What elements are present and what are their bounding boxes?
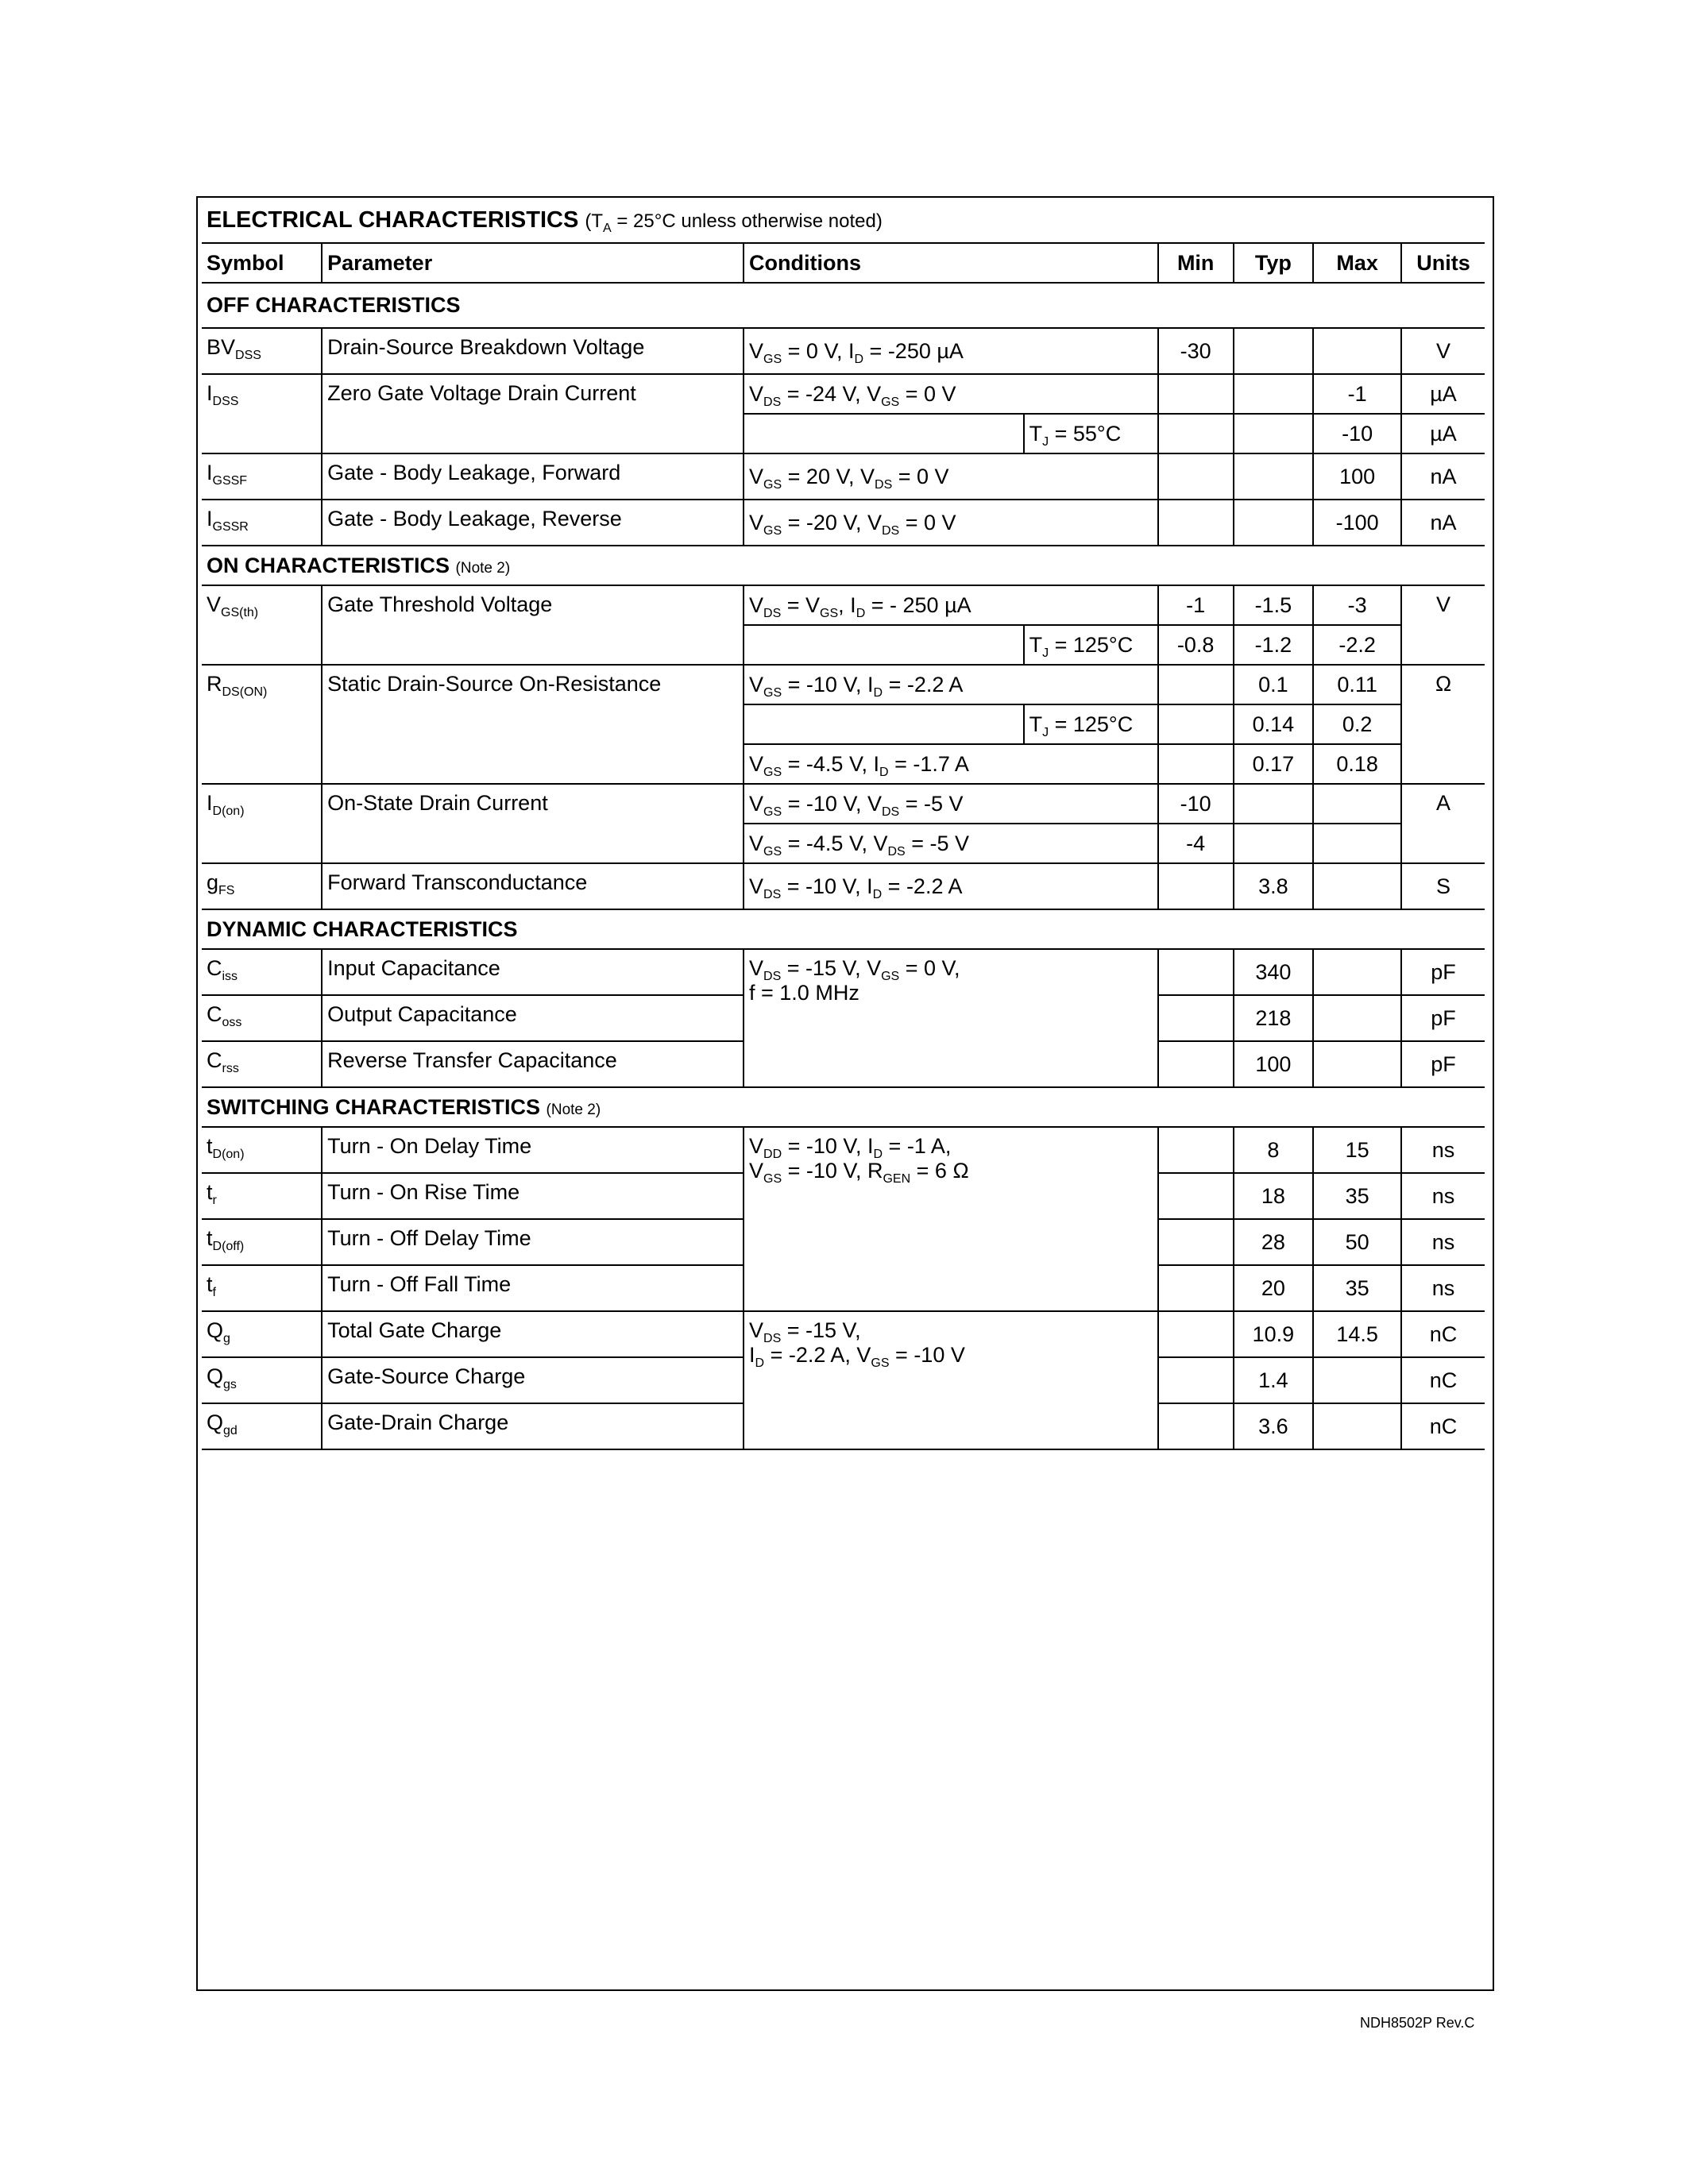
max-value: 50: [1313, 1219, 1401, 1265]
condition-cell: $V_{DS} = -15$ V, $V_{GS} = 0$ V, f = 1.0 MHz: [744, 949, 1158, 1087]
condition-cell: $V_{DS} = -10$ V, $I_D = -2.2$ A: [744, 863, 1158, 909]
symbol-cell: $t_{D(off)}$: [202, 1219, 322, 1265]
condition-cell: $V_{DS} = -24$ V, $V_{GS} = 0$ V: [744, 374, 1158, 414]
table-title-row: [202, 198, 1485, 243]
junction-temp-condition: $T_J = 125^\circ C$: [1024, 625, 1158, 665]
min-value: [1158, 374, 1234, 414]
typ-value: 3.6: [1234, 1403, 1314, 1449]
max-value: [1313, 995, 1401, 1041]
condition-cell: $V_{GS} = -4.5$ V, $I_D = -1.7$ A: [744, 744, 1158, 784]
symbol-cell: $BV_{DSS}$: [202, 328, 322, 374]
max-value: 14.5: [1313, 1311, 1401, 1357]
condition-cell: $V_{DD} = -10$ V, $I_D = -1$ A, $V_{GS} = -10$ V, $R_{GEN} = 6$ Ω: [744, 1127, 1158, 1311]
parameter-cell: Gate-Drain Charge: [322, 1403, 744, 1449]
typ-value: 340: [1234, 949, 1314, 995]
table-row: [202, 328, 1485, 374]
units-cell: ns: [1401, 1265, 1485, 1311]
units-cell: µA: [1401, 414, 1485, 453]
typ-value: [1234, 453, 1314, 500]
title-note: ($T_A = 25^\circ C$ unless otherwise noted): [585, 210, 883, 235]
parameter-cell: Reverse Transfer Capacitance: [322, 1041, 744, 1087]
parameter-cell: Turn - Off Fall Time: [322, 1265, 744, 1311]
section-on: ON CHARACTERISTICS (Note 2): [202, 546, 1485, 585]
units-cell: Ω: [1401, 665, 1485, 784]
typ-value: 8: [1234, 1127, 1314, 1173]
header-row: [202, 243, 1485, 283]
min-value: [1158, 863, 1234, 909]
units-cell: pF: [1401, 949, 1485, 995]
min-value: [1158, 1357, 1234, 1403]
units-cell: pF: [1401, 1041, 1485, 1087]
symbol-cell: $Q_g$: [202, 1311, 322, 1357]
symbol-cell: $R_{DS(ON)}$: [202, 665, 322, 784]
min-value: -1: [1158, 585, 1234, 625]
table-row: [202, 453, 1485, 500]
condition-cell: $V_{GS} = -10$ V, $I_D = -2.2$ A: [744, 665, 1158, 704]
min-value: [1158, 744, 1234, 784]
header-min: Min: [1158, 243, 1234, 283]
units-cell: A: [1401, 784, 1485, 863]
condition-spacer: [744, 625, 1024, 665]
document-id: NDH8502P Rev.C: [1360, 2015, 1475, 2031]
symbol-cell: $C_{oss}$: [202, 995, 322, 1041]
max-value: 100: [1313, 453, 1401, 500]
typ-value: 28: [1234, 1219, 1314, 1265]
max-value: [1313, 784, 1401, 824]
section-off: OFF CHARACTERISTICS: [202, 283, 1485, 328]
junction-temp-condition: $T_J = 55^\circ C$: [1024, 414, 1158, 453]
units-cell: nC: [1401, 1357, 1485, 1403]
min-value: [1158, 1127, 1234, 1173]
max-value: [1313, 824, 1401, 863]
datasheet-frame: [196, 196, 1494, 1991]
parameter-cell: Zero Gate Voltage Drain Current: [322, 374, 744, 453]
max-value: [1313, 863, 1401, 909]
typ-value: 0.1: [1234, 665, 1314, 704]
parameter-cell: Turn - On Rise Time: [322, 1173, 744, 1219]
symbol-cell: $I_{DSS}$: [202, 374, 322, 453]
typ-value: 1.4: [1234, 1357, 1314, 1403]
units-cell: nA: [1401, 453, 1485, 500]
max-value: [1313, 949, 1401, 995]
typ-value: -1.2: [1234, 625, 1314, 665]
table-row: [202, 863, 1485, 909]
symbol-cell: $C_{iss}$: [202, 949, 322, 995]
max-value: 0.11: [1313, 665, 1401, 704]
symbol-cell: $I_{D(on)}$: [202, 784, 322, 863]
max-value: -100: [1313, 500, 1401, 546]
min-value: -10: [1158, 784, 1234, 824]
typ-value: [1234, 784, 1314, 824]
parameter-cell: Total Gate Charge: [322, 1311, 744, 1357]
parameter-cell: Turn - On Delay Time: [322, 1127, 744, 1173]
max-value: [1313, 1357, 1401, 1403]
symbol-cell: $I_{GSSF}$: [202, 453, 322, 500]
table-title: ELECTRICAL CHARACTERISTICS ($T_A = 25^\circ C$ unless otherwise noted): [202, 198, 1485, 243]
table-row: [202, 1127, 1485, 1173]
max-value: -3: [1313, 585, 1401, 625]
typ-value: [1234, 328, 1314, 374]
parameter-cell: Input Capacitance: [322, 949, 744, 995]
min-value: -30: [1158, 328, 1234, 374]
table-row: [202, 1311, 1485, 1357]
units-cell: nC: [1401, 1403, 1485, 1449]
units-cell: V: [1401, 328, 1485, 374]
typ-value: 218: [1234, 995, 1314, 1041]
typ-value: 100: [1234, 1041, 1314, 1087]
symbol-cell: $V_{GS(th)}$: [202, 585, 322, 665]
parameter-cell: Drain-Source Breakdown Voltage: [322, 328, 744, 374]
typ-value: [1234, 374, 1314, 414]
min-value: [1158, 453, 1234, 500]
units-cell: ns: [1401, 1219, 1485, 1265]
max-value: 0.2: [1313, 704, 1401, 744]
min-value: -0.8: [1158, 625, 1234, 665]
units-cell: ns: [1401, 1173, 1485, 1219]
min-value: [1158, 949, 1234, 995]
units-cell: µA: [1401, 374, 1485, 414]
min-value: [1158, 665, 1234, 704]
symbol-cell: $t_r$: [202, 1173, 322, 1219]
condition-cell: $V_{GS} = -20$ V, $V_{DS} = 0$ V: [744, 500, 1158, 546]
max-value: -1: [1313, 374, 1401, 414]
max-value: -10: [1313, 414, 1401, 453]
max-value: 35: [1313, 1173, 1401, 1219]
table-row: [202, 500, 1485, 546]
max-value: [1313, 328, 1401, 374]
max-value: [1313, 1403, 1401, 1449]
header-typ: Typ: [1234, 243, 1314, 283]
min-value: [1158, 1041, 1234, 1087]
min-value: [1158, 1311, 1234, 1357]
condition-cell: $V_{DS} = -15$ V, $I_D = -2.2$ A, $V_{GS} = -10$ V: [744, 1311, 1158, 1449]
typ-value: [1234, 414, 1314, 453]
header-max: Max: [1313, 243, 1401, 283]
min-value: [1158, 704, 1234, 744]
parameter-cell: Gate-Source Charge: [322, 1357, 744, 1403]
typ-value: 0.17: [1234, 744, 1314, 784]
typ-value: 0.14: [1234, 704, 1314, 744]
max-value: 15: [1313, 1127, 1401, 1173]
symbol-cell: $Q_{gd}$: [202, 1403, 322, 1449]
symbol-cell: $C_{rss}$: [202, 1041, 322, 1087]
symbol-cell: $t_{D(on)}$: [202, 1127, 322, 1173]
header-conditions: Conditions: [744, 243, 1158, 283]
min-value: [1158, 414, 1234, 453]
header-units: Units: [1401, 243, 1485, 283]
parameter-cell: Turn - Off Delay Time: [322, 1219, 744, 1265]
table-row: [202, 784, 1485, 824]
symbol-cell: $g_{FS}$: [202, 863, 322, 909]
table-row: [202, 585, 1485, 625]
min-value: [1158, 500, 1234, 546]
units-cell: S: [1401, 863, 1485, 909]
header-symbol: Symbol: [202, 243, 322, 283]
units-cell: ns: [1401, 1127, 1485, 1173]
parameter-cell: On-State Drain Current: [322, 784, 744, 863]
typ-value: -1.5: [1234, 585, 1314, 625]
symbol-cell: $Q_{gs}$: [202, 1357, 322, 1403]
condition-cell: $V_{GS} = -4.5$ V, $V_{DS} = -5$ V: [744, 824, 1158, 863]
condition-cell: $V_{GS} = 0$ V, $I_D = -250$ µA: [744, 328, 1158, 374]
condition-spacer: [744, 414, 1024, 453]
typ-value: 18: [1234, 1173, 1314, 1219]
parameter-cell: Forward Transconductance: [322, 863, 744, 909]
typ-value: 3.8: [1234, 863, 1314, 909]
min-value: [1158, 995, 1234, 1041]
typ-value: 10.9: [1234, 1311, 1314, 1357]
max-value: -2.2: [1313, 625, 1401, 665]
units-cell: pF: [1401, 995, 1485, 1041]
units-cell: V: [1401, 585, 1485, 665]
symbol-cell: $t_f$: [202, 1265, 322, 1311]
units-cell: nC: [1401, 1311, 1485, 1357]
symbol-cell: $I_{GSSR}$: [202, 500, 322, 546]
min-value: [1158, 1265, 1234, 1311]
max-value: [1313, 1041, 1401, 1087]
condition-cell: $V_{GS} = -10$ V, $V_{DS} = -5$ V: [744, 784, 1158, 824]
typ-value: [1234, 500, 1314, 546]
table-row: [202, 374, 1485, 414]
header-parameter: Parameter: [322, 243, 744, 283]
typ-value: [1234, 824, 1314, 863]
electrical-characteristics-table: [202, 198, 1485, 1450]
condition-cell: $V_{GS} = 20$ V, $V_{DS} = 0$ V: [744, 453, 1158, 500]
section-switching: SWITCHING CHARACTERISTICS (Note 2): [202, 1087, 1485, 1127]
section-dynamic: DYNAMIC CHARACTERISTICS: [202, 909, 1485, 949]
units-cell: nA: [1401, 500, 1485, 546]
table-row: [202, 949, 1485, 995]
junction-temp-condition: $T_J = 125^\circ C$: [1024, 704, 1158, 744]
parameter-cell: Gate - Body Leakage, Forward: [322, 453, 744, 500]
max-value: 35: [1313, 1265, 1401, 1311]
table-row: [202, 665, 1485, 704]
typ-value: 20: [1234, 1265, 1314, 1311]
min-value: [1158, 1173, 1234, 1219]
min-value: -4: [1158, 824, 1234, 863]
parameter-cell: Gate Threshold Voltage: [322, 585, 744, 665]
condition-cell: $V_{DS} = V_{GS}$, $I_D$ = - 250 µA: [744, 585, 1158, 625]
condition-spacer: [744, 704, 1024, 744]
parameter-cell: Gate - Body Leakage, Reverse: [322, 500, 744, 546]
min-value: [1158, 1219, 1234, 1265]
max-value: 0.18: [1313, 744, 1401, 784]
parameter-cell: Output Capacitance: [322, 995, 744, 1041]
min-value: [1158, 1403, 1234, 1449]
parameter-cell: Static Drain-Source On-Resistance: [322, 665, 744, 784]
